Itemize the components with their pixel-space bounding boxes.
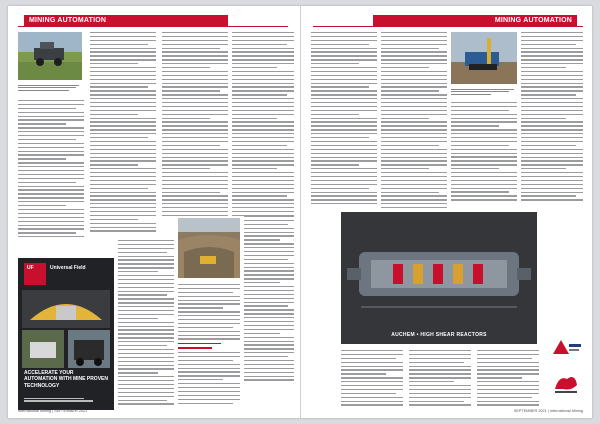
figure-reactor-art <box>341 212 537 344</box>
sponsor-logos <box>547 336 585 400</box>
right-page <box>300 6 593 418</box>
right-col3-text <box>451 102 517 203</box>
sponsor-logo-1 <box>547 336 585 358</box>
left-col2b-text <box>118 240 174 407</box>
right-bottom-col2-text <box>409 350 471 408</box>
figure-reactor <box>341 212 537 344</box>
left-col-bottom-text <box>178 284 240 406</box>
left-page <box>8 6 300 418</box>
caption-photo-1 <box>18 83 82 93</box>
right-col4-text <box>521 32 583 203</box>
header-tab-mark <box>577 15 583 26</box>
photo-drill-rig-art <box>451 32 517 84</box>
page-footer-left: International Mining | SEPTEMBER 2021 <box>18 409 88 413</box>
section-title-left: MINING AUTOMATION <box>29 17 107 24</box>
ad-product-photos <box>22 290 110 368</box>
photo-field-vehicle <box>18 32 82 80</box>
left-col2-text <box>90 32 156 234</box>
photo-mine-pit <box>178 218 240 278</box>
section-title-right: MINING AUTOMATION <box>494 17 572 24</box>
photo-drill-rig <box>451 32 517 84</box>
right-bottom-col3-text <box>477 350 539 408</box>
right-col2-text <box>381 32 447 211</box>
left-col3-text <box>162 32 228 219</box>
left-col4-text <box>232 32 294 219</box>
header-rule-left <box>18 26 288 27</box>
right-col1-text <box>311 32 377 207</box>
photo-field-vehicle-art <box>18 32 82 80</box>
caption-photo-3 <box>451 87 517 97</box>
brand-logo-text: Universal Field <box>50 265 86 271</box>
advertisement[interactable] <box>18 258 114 410</box>
ad-contact-info <box>24 396 110 403</box>
section-header-right <box>373 15 583 26</box>
figure-reactor-banner: AUCHEM • HIGH SHEAR REACTORS <box>391 332 487 338</box>
magazine-spread <box>8 6 592 418</box>
left-col1-text <box>18 100 84 240</box>
brand-logo-mark: UF <box>24 263 46 285</box>
header-rule-right <box>313 26 583 27</box>
right-bottom-col1-text <box>341 350 403 408</box>
left-col3b-text <box>244 216 294 383</box>
ad-headline: ACCELERATE YOUR AUTOMATION WITH MINE PROVEN TECHNOLOGY <box>24 370 108 389</box>
sponsor-logo-2 <box>547 369 585 395</box>
page-footer-right: SEPTEMBER 2021 | International Mining <box>513 409 583 413</box>
section-header-left <box>18 15 228 26</box>
photo-mine-pit-art <box>178 218 240 278</box>
